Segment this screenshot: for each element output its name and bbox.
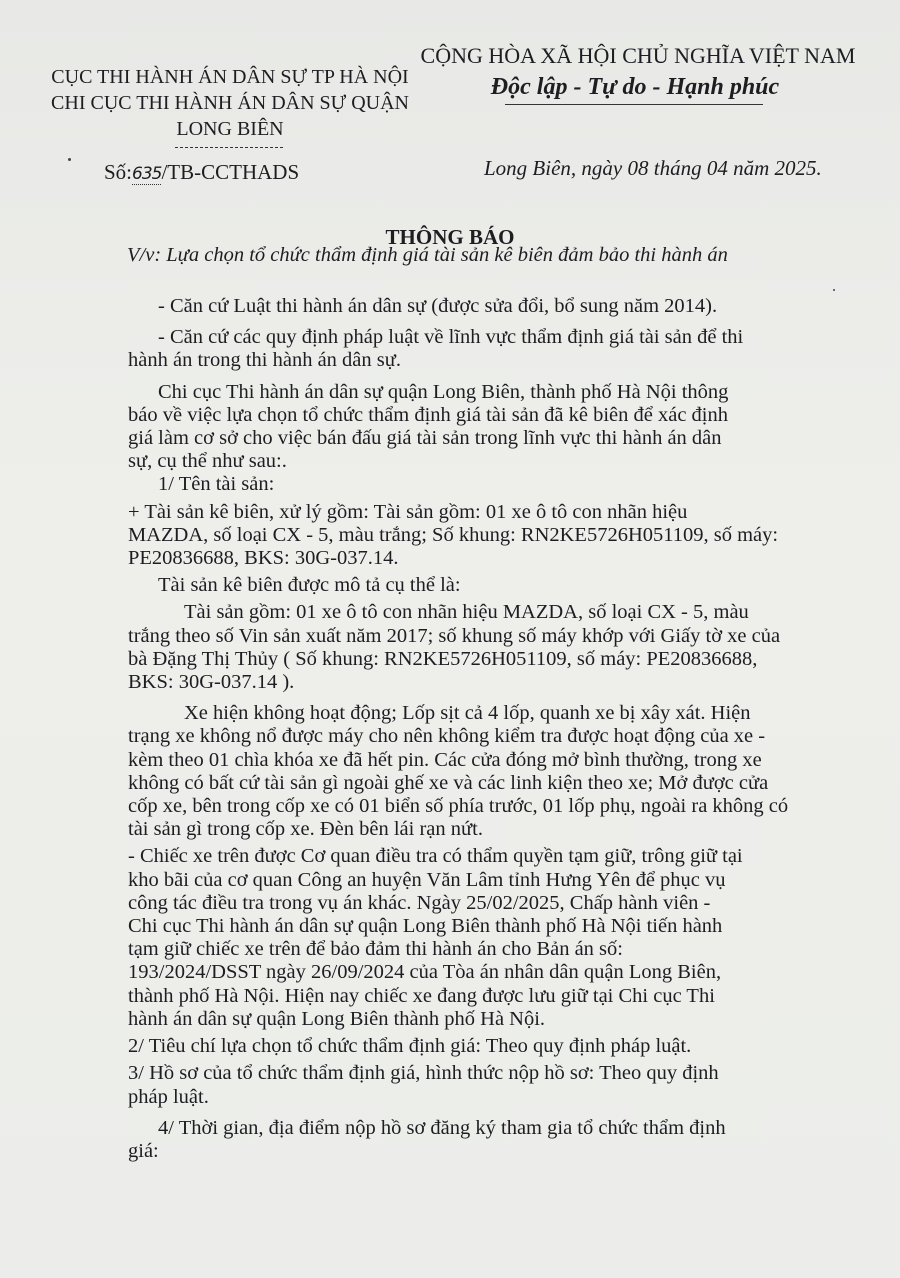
body-line: bà Đặng Thị Thủy ( Số khung: RN2KE5726H051109, số máy: PE20836688, bbox=[128, 647, 758, 670]
body-line: thành phố Hà Nội. Hiện nay chiếc xe đang được lưu giữ tại Chi cục Thi bbox=[128, 984, 715, 1007]
stray-mark bbox=[68, 158, 71, 161]
body-line: 2/ Tiêu chí lựa chọn tổ chức thẩm định giá: Theo quy định pháp luật. bbox=[128, 1035, 692, 1058]
body-line: giá: bbox=[128, 1139, 159, 1162]
agency-underline bbox=[175, 147, 283, 148]
agency-name: CHI CỤC THI HÀNH ÁN DÂN SỰ QUẬN bbox=[51, 92, 409, 114]
body-line: Chi cục Thi hành án dân sự quận Long Biên thành phố Hà Nội tiến hành bbox=[128, 915, 723, 938]
body-line: - Chiếc xe trên được Cơ quan điều tra có thẩm quyền tạm giữ, trông giữ tại bbox=[128, 845, 743, 868]
agency-header bbox=[30, 64, 430, 142]
body-line: MAZDA, số loại CX - 5, màu trắng; Số khung: RN2KE5726H051109, số máy: bbox=[128, 523, 779, 546]
body-line: trắng theo số Vin sản xuất năm 2017; số khung số máy khớp với Giấy tờ xe của bbox=[128, 624, 781, 647]
body-line: - Căn cứ các quy định pháp luật về lĩnh vực thẩm định giá tài sản để thi bbox=[158, 326, 744, 349]
number-suffix: /TB-CCTHADS bbox=[161, 160, 300, 184]
body-line: báo về việc lựa chọn tổ chức thẩm định giá tài sản đã kê biên để xác định bbox=[128, 403, 729, 426]
body-line: tài sản gì trong cốp xe. Đèn bên lái rạn nứt. bbox=[128, 818, 483, 841]
body-line: sự, cụ thể như sau:. bbox=[128, 450, 287, 473]
body-line: cốp xe, bên trong cốp xe có 01 biển số phía trước, 01 lốp phụ, ngoài ra không có bbox=[128, 795, 789, 818]
document-date: Long Biên, ngày 08 tháng 04 năm 2025. bbox=[484, 156, 822, 180]
number-prefix: Số: bbox=[104, 160, 133, 184]
body-line: PE20836688, BKS: 30G-037.14. bbox=[128, 547, 399, 570]
document-subject: V/v: Lựa chọn tổ chức thẩm định giá tài sản kê biên đảm bảo thi hành án bbox=[127, 244, 728, 266]
stray-mark-2 bbox=[833, 289, 835, 291]
document-number bbox=[104, 160, 299, 185]
body-line: hành án trong thi hành án dân sự. bbox=[128, 349, 401, 372]
body-line: 4/ Thời gian, địa điểm nộp hồ sơ đăng ký tham gia tổ chức thẩm định bbox=[158, 1116, 726, 1139]
document-body bbox=[128, 295, 789, 1163]
body-line: Tài sản gồm: 01 xe ô tô con nhãn hiệu MAZDA, số loại CX - 5, màu bbox=[184, 601, 749, 624]
body-line: pháp luật. bbox=[128, 1085, 209, 1108]
body-line: - Căn cứ Luật thi hành án dân sự (được sửa đổi, bổ sung năm 2014). bbox=[158, 295, 718, 317]
agency-name-district: LONG BIÊN bbox=[176, 118, 284, 140]
body-line: Tài sản kê biên được mô tả cụ thể là: bbox=[158, 574, 461, 597]
body-line: 3/ Hồ sơ của tổ chức thẩm định giá, hình thức nộp hồ sơ: Theo quy định bbox=[128, 1062, 719, 1085]
handwritten-number: 635 bbox=[132, 164, 162, 184]
agency-parent-name: CỤC THI HÀNH ÁN DÂN SỰ TP HÀ NỘI bbox=[51, 66, 409, 88]
body-line: công tác điều tra trong vụ án khác. Ngày 25/02/2025, Chấp hành viên - bbox=[128, 891, 711, 914]
body-line: 193/2024/DSST ngày 26/09/2024 của Tòa án nhân dân quận Long Biên, bbox=[128, 961, 722, 984]
body-line: kèm theo 01 chìa khóa xe đã hết pin. Các cửa đóng mở bình thường, trong xe bbox=[128, 748, 762, 771]
motto-underline bbox=[505, 104, 763, 105]
document-title: THÔNG BÁO bbox=[385, 225, 515, 249]
body-line: tạm giữ chiếc xe trên để bảo đảm thi hành án cho Bản án số: bbox=[128, 938, 623, 961]
body-line: Chi cục Thi hành án dân sự quận Long Biên, thành phố Hà Nội thông bbox=[158, 380, 729, 403]
body-line: trạng xe không nổ được máy cho nên không kiểm tra được hoạt động của xe - bbox=[128, 725, 766, 748]
body-line: 1/ Tên tài sản: bbox=[158, 473, 275, 496]
national-motto: Độc lập - Tự do - Hạnh phúc bbox=[490, 74, 780, 100]
body-line: + Tài sản kê biên, xử lý gồm: Tài sản gồm: 01 xe ô tô con nhãn hiệu bbox=[128, 500, 688, 523]
body-line: hành án dân sự quận Long Biên thành phố Hà Nội. bbox=[128, 1007, 546, 1030]
national-title: CỘNG HÒA XÃ HỘI CHỦ NGHĨA VIỆT NAM bbox=[420, 43, 856, 68]
body-line: BKS: 30G-037.14 ). bbox=[128, 671, 295, 694]
body-line: giá làm cơ sở cho việc bán đấu giá tài sản trong lĩnh vực thi hành án dân bbox=[128, 427, 722, 450]
body-line: Xe hiện không hoạt động; Lốp sịt cả 4 lốp, quanh xe bị xây xát. Hiện bbox=[184, 702, 751, 725]
body-line: kho bãi của cơ quan Công an huyện Văn Lâm tỉnh Hưng Yên để phục vụ bbox=[128, 868, 726, 891]
body-line: không có bất cứ tài sản gì ngoài ghế xe và các linh kiện theo xe; Mở được cửa bbox=[128, 771, 769, 794]
